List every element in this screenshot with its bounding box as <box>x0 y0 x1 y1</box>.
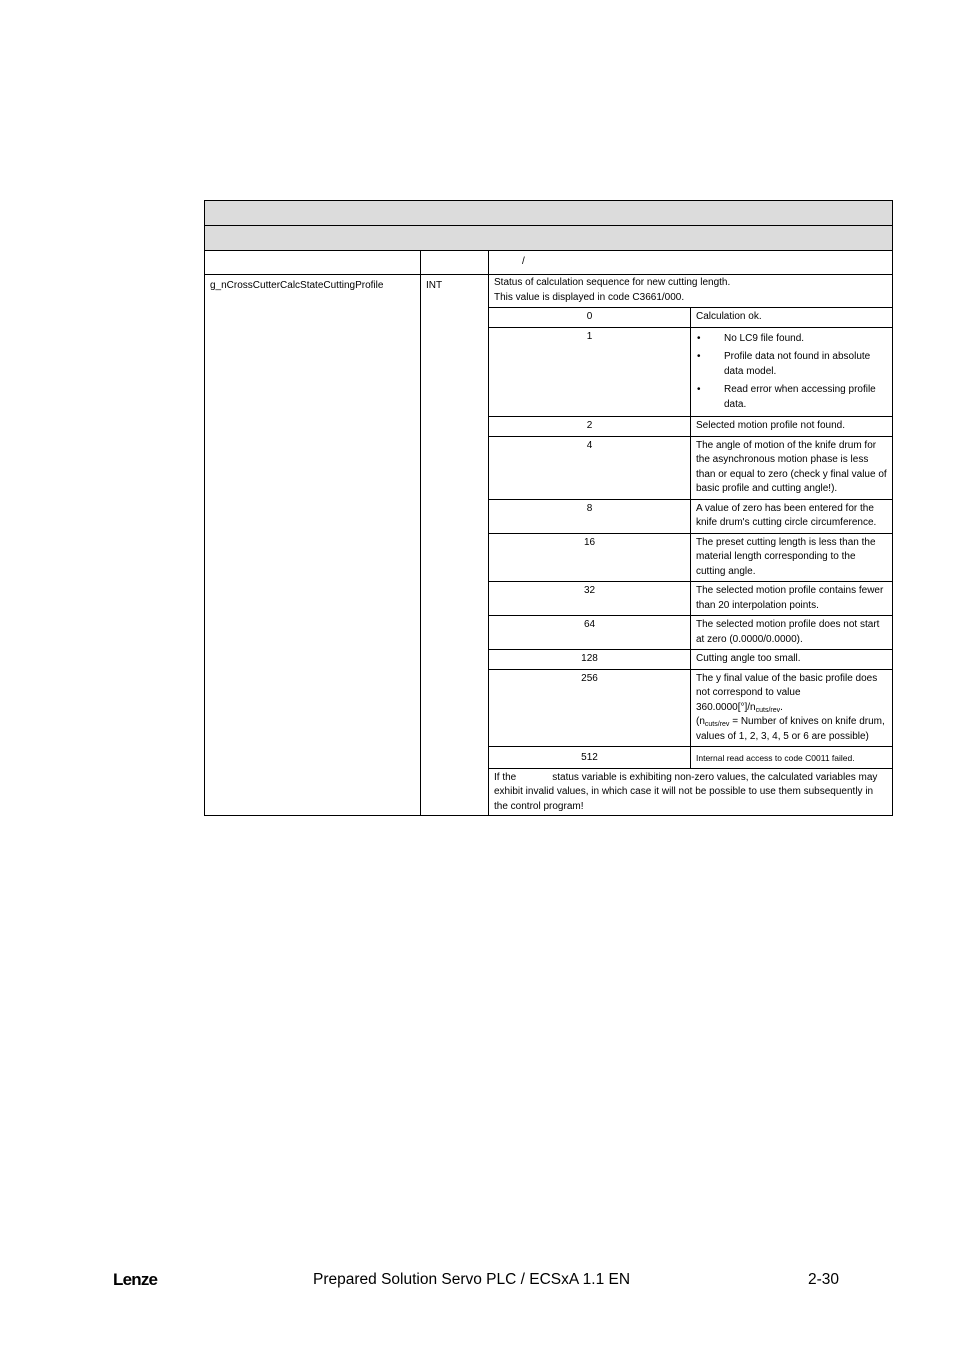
table-row <box>489 436 893 499</box>
table-row <box>489 616 893 650</box>
list-item: • Profile data not found in absolute data model. <box>697 351 871 377</box>
value-cell: 0 <box>489 308 691 328</box>
variable-type-cell <box>421 275 489 816</box>
meaning-cell: The angle of motion of the knife drum for the asynchronous motion phase is less than or equal to zero (check y final value of basic profile and cutting angle!). <box>691 436 893 499</box>
table-row <box>489 768 893 816</box>
list-item: • Read error when accessing profile data. <box>697 384 876 410</box>
value-cell: 4 <box>489 436 691 499</box>
table-subheader-bar <box>205 226 893 251</box>
meaning-cell <box>691 327 893 417</box>
page-footer <box>0 1270 954 1294</box>
meaning-cell: Cutting angle too small. <box>691 650 893 670</box>
column-header-type <box>421 251 489 275</box>
list-item: • No LC9 file found. <box>696 332 887 347</box>
value-cell: 512 <box>489 747 691 769</box>
meaning-cell: Internal read access to code C0011 failed. <box>691 747 893 769</box>
meaning-cell: The y final value of the basic profile does not correspond to value $360.0000[^\circ]/n_{cuts/rev}$. ($n_{cuts/rev}$ = Number of knives on knife drum, values of 1, 2, 3, 4, 5 or 6 are possible) <box>691 669 893 747</box>
value-cell: 32 <box>489 582 691 616</box>
value-cell: 256 <box>489 669 691 747</box>
variable-name-cell <box>205 275 421 816</box>
page-number: 2-30 <box>808 1271 840 1288</box>
column-header-value-meaning: / <box>489 251 893 275</box>
meaning-cell: A value of zero has been entered for the knife drum's cutting circle circumference. <box>691 499 893 533</box>
value-cell: 128 <box>489 650 691 670</box>
table-row <box>489 650 893 670</box>
bullet-list <box>696 332 887 413</box>
meaning-cell: The selected motion profile contains fewer than 20 interpolation points. <box>691 582 893 616</box>
variable-name: g_nCrossCutterCalcStateCuttingProfile <box>210 280 384 291</box>
table-row <box>489 327 893 417</box>
value-cell: 8 <box>489 499 691 533</box>
meaning-cell: The selected motion profile does not start at zero (0.0000/0.0000). <box>691 616 893 650</box>
variable-description-cell <box>489 275 893 816</box>
note-cell: If the status variable is exhibiting non-zero values, the calculated variables may exhibit invalid values, in which case it will not be possible to use them subsequently in the control program! <box>489 768 893 816</box>
column-header-name <box>205 251 421 275</box>
meaning-cell: Selected motion profile not found. <box>691 417 893 437</box>
table-row <box>489 417 893 437</box>
table-header-bar <box>205 201 893 226</box>
value-cell: 16 <box>489 533 691 582</box>
bullet-icon: • <box>697 332 701 344</box>
variable-table <box>204 200 893 816</box>
variable-type: INT <box>426 280 443 291</box>
meaning-cell: The preset cutting length is less than the material length corresponding to the cutting angle. <box>691 533 893 582</box>
table-row <box>489 533 893 582</box>
table-row <box>489 499 893 533</box>
value-cell: 1 <box>489 327 691 417</box>
value-cell: 64 <box>489 616 691 650</box>
variable-description: Status of calculation sequence for new cutting length. This value is displayed in code C3661/000. <box>494 277 731 303</box>
bullet-icon: • <box>697 351 701 362</box>
table-row <box>489 669 893 747</box>
meaning-cell: Calculation ok. <box>691 308 893 328</box>
footer-title: Prepared Solution Servo PLC / ECSxA 1.1 EN <box>313 1271 631 1288</box>
lenze-logo: Lenze <box>113 1270 158 1289</box>
value-cell: 2 <box>489 417 691 437</box>
table-row <box>489 582 893 616</box>
bullet-icon: • <box>697 384 701 395</box>
value-table <box>488 307 893 816</box>
table-row <box>489 308 893 328</box>
table-row <box>489 747 893 769</box>
